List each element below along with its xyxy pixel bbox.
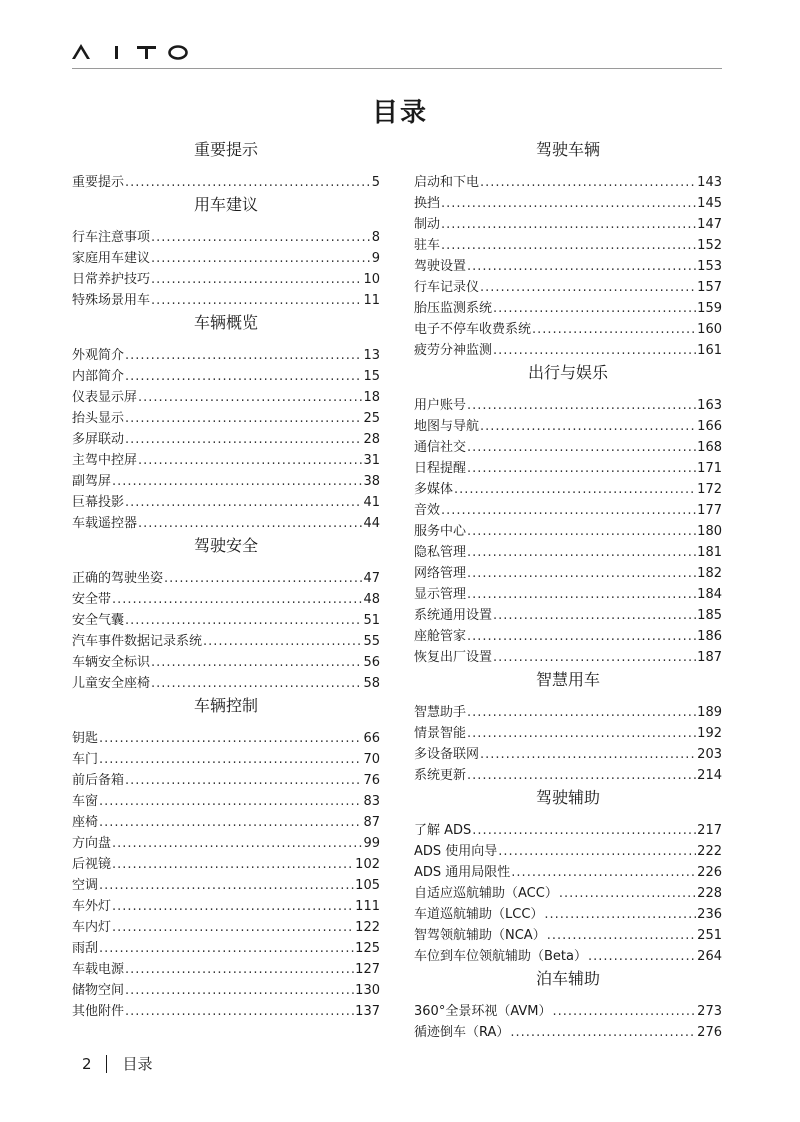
toc-entry[interactable] — [72, 610, 380, 631]
toc-entry-title: 家庭用车建议 — [72, 251, 151, 266]
dot-leader — [99, 791, 362, 812]
toc-entry-title: 隐私管理 — [414, 545, 467, 560]
toc-entry-page: 185 — [697, 608, 722, 623]
page-number: 2 — [82, 1054, 92, 1073]
toc-entry-title: 车内灯 — [72, 920, 112, 935]
toc-section-title: 驾驶辅助 — [535, 788, 600, 807]
toc-entry-title: 360°全景环视（AVM） — [414, 1004, 552, 1019]
toc-entry-page: 10 — [363, 272, 380, 287]
toc-section-title: 智慧用车 — [535, 670, 600, 689]
toc-entry-title: 多屏联动 — [72, 432, 125, 447]
toc-entry-title: 副驾屏 — [72, 474, 112, 489]
toc-entry-title: 车辆安全标识 — [72, 655, 151, 670]
toc-entry-page: 189 — [697, 705, 722, 720]
toc-section-title: 车辆概览 — [193, 313, 258, 332]
toc-entry-title: 正确的驾驶坐姿 — [72, 571, 164, 586]
dot-leader — [467, 437, 696, 458]
dot-leader — [151, 248, 371, 269]
dot-leader — [125, 429, 362, 450]
toc-section-title: 驾驶车辆 — [535, 140, 600, 159]
toc-entry-page: 28 — [363, 432, 380, 447]
toc-entry-title: 音效 — [414, 503, 441, 518]
toc-entry[interactable] — [72, 673, 380, 694]
toc-entry-title: 地图与导航 — [414, 419, 480, 434]
dot-leader — [112, 589, 362, 610]
toc-entry-title: 胎压监测系统 — [414, 301, 493, 316]
toc-entry-page: 8 — [371, 230, 380, 245]
dot-leader — [112, 854, 354, 875]
toc-entry[interactable] — [72, 833, 380, 854]
toc-entry-title: 车窗 — [72, 794, 99, 809]
dot-leader — [125, 610, 362, 631]
dot-leader — [99, 749, 362, 770]
dot-leader — [493, 605, 696, 626]
toc-entry-page: 157 — [697, 280, 722, 295]
dot-leader — [138, 387, 362, 408]
dot-leader — [552, 1001, 696, 1022]
toc-entry-title: 系统更新 — [414, 768, 467, 783]
toc-entry-page: 236 — [697, 907, 722, 922]
toc-entry[interactable] — [414, 946, 722, 967]
toc-section-title: 重要提示 — [193, 140, 258, 159]
toc-entry-page: 13 — [363, 348, 380, 363]
toc-entry[interactable] — [414, 298, 722, 319]
toc-entry-title: ADS 通用局限性 — [414, 865, 511, 880]
toc-entry[interactable] — [414, 542, 722, 563]
dot-leader — [467, 542, 696, 563]
toc-entry-title: 车道巡航辅助（LCC） — [414, 907, 544, 922]
dot-leader — [467, 563, 696, 584]
toc-entry[interactable] — [414, 925, 722, 946]
dot-leader — [441, 214, 696, 235]
toc-entry-page: 87 — [363, 815, 380, 830]
toc-entry[interactable] — [72, 749, 380, 770]
toc-entry-page: 41 — [363, 495, 380, 510]
toc-entry-title: 车载遥控器 — [72, 516, 138, 531]
toc-entry-page: 111 — [355, 899, 380, 914]
dot-leader — [544, 904, 696, 925]
dot-leader — [125, 1001, 354, 1022]
toc-entry-title: 主驾中控屏 — [72, 453, 138, 468]
toc-entry-title: 钥匙 — [72, 731, 99, 746]
toc-entry[interactable] — [414, 563, 722, 584]
dot-leader — [441, 500, 696, 521]
toc-entry[interactable] — [414, 277, 722, 298]
toc-entry-title: 日常养护技巧 — [72, 272, 151, 287]
toc-entry-page: 76 — [363, 773, 380, 788]
toc-entry-page: 161 — [697, 343, 722, 358]
toc-entry[interactable] — [414, 521, 722, 542]
toc-entry[interactable] — [72, 568, 380, 589]
toc-entry-page: 273 — [697, 1004, 722, 1019]
toc-entry-title: 汽车事件数据记录系统 — [72, 634, 203, 649]
toc-entry[interactable] — [72, 172, 380, 193]
toc-entry-title: 特殊场景用车 — [72, 293, 151, 308]
toc-entry[interactable] — [414, 437, 722, 458]
toc-entry-page: 182 — [697, 566, 722, 581]
toc-entry-page: 5 — [371, 175, 380, 190]
toc-entry-title: 情景智能 — [414, 726, 467, 741]
toc-entry-title: 座椅 — [72, 815, 99, 830]
toc-entry[interactable] — [72, 471, 380, 492]
toc-entry-page: 66 — [363, 731, 380, 746]
toc-entry[interactable] — [414, 416, 722, 437]
toc-entry-page: 56 — [363, 655, 380, 670]
toc-entry-page: 122 — [355, 920, 380, 935]
dot-leader — [480, 416, 696, 437]
toc-entry-title: 内部简介 — [72, 369, 125, 384]
dot-leader — [467, 723, 696, 744]
toc-entry-page: 70 — [363, 752, 380, 767]
toc-entry-page: 137 — [355, 1004, 380, 1019]
toc-entry[interactable] — [72, 631, 380, 652]
dot-leader — [467, 702, 696, 723]
dot-leader — [493, 647, 696, 668]
toc-entry-title: 安全带 — [72, 592, 112, 607]
dot-leader — [467, 256, 696, 277]
dot-leader — [151, 227, 371, 248]
dot-leader — [480, 172, 696, 193]
toc-entry[interactable] — [72, 269, 380, 290]
toc-entry-page: 130 — [355, 983, 380, 998]
toc-section-title: 用车建议 — [193, 195, 258, 214]
toc-entry-page: 47 — [363, 571, 380, 586]
toc-entry-title: 疲劳分神监测 — [414, 343, 493, 358]
toc-entry[interactable] — [414, 395, 722, 416]
toc-entry-page: 168 — [697, 440, 722, 455]
toc-entry[interactable] — [72, 917, 380, 938]
toc-section-title: 驾驶安全 — [193, 536, 258, 555]
toc-entry-page: 214 — [697, 768, 722, 783]
toc-entry[interactable] — [72, 227, 380, 248]
toc-entry-page: 276 — [697, 1025, 722, 1040]
dot-leader — [99, 938, 354, 959]
toc-entry-title: 雨刮 — [72, 941, 99, 956]
toc-entry[interactable] — [414, 841, 722, 862]
toc-left-column — [72, 138, 380, 1022]
dot-leader — [151, 673, 362, 694]
toc-entry[interactable] — [72, 248, 380, 269]
toc-entry[interactable] — [72, 980, 380, 1001]
toc-entry-page: 222 — [697, 844, 722, 859]
toc-entry-page: 99 — [363, 836, 380, 851]
toc-entry-page: 145 — [697, 196, 722, 211]
toc-entry-title: 显示管理 — [414, 587, 467, 602]
dot-leader — [510, 1022, 696, 1043]
toc-entry[interactable] — [72, 896, 380, 917]
toc-entry-title: 自适应巡航辅助（ACC） — [414, 886, 558, 901]
toc-entry-page: 171 — [697, 461, 722, 476]
toc-entry-title: 循迹倒车（RA） — [414, 1025, 510, 1040]
toc-entry-title: 多媒体 — [414, 482, 454, 497]
toc-entry-title: 多设备联网 — [414, 747, 480, 762]
dot-leader — [99, 812, 362, 833]
footer-label: 目录 — [122, 1055, 153, 1073]
toc-entry[interactable] — [414, 500, 722, 521]
toc-right-column — [414, 138, 722, 1043]
toc-entry[interactable] — [414, 820, 722, 841]
dot-leader — [112, 833, 362, 854]
toc-entry[interactable] — [72, 938, 380, 959]
toc-entry[interactable] — [414, 862, 722, 883]
dot-leader — [125, 366, 362, 387]
dot-leader — [467, 521, 696, 542]
toc-entry-page: 18 — [363, 390, 380, 405]
toc-entry[interactable] — [72, 959, 380, 980]
toc-entry[interactable] — [414, 723, 722, 744]
page-header — [72, 40, 722, 69]
page-footer — [82, 1053, 153, 1074]
toc-entry-title: 驾驶设置 — [414, 259, 467, 274]
toc-entry-title: 通信社交 — [414, 440, 467, 455]
toc-entry-page: 264 — [697, 949, 722, 964]
toc-entry[interactable] — [414, 458, 722, 479]
dot-leader — [125, 172, 371, 193]
toc-entry-title: ADS 使用向导 — [414, 844, 498, 859]
toc-entry[interactable] — [72, 812, 380, 833]
toc-entry[interactable] — [414, 235, 722, 256]
toc-entry-page: 44 — [363, 516, 380, 531]
toc-entry[interactable] — [72, 589, 380, 610]
toc-entry-page: 226 — [697, 865, 722, 880]
toc-entry-title: 后视镜 — [72, 857, 112, 872]
toc-entry[interactable] — [72, 429, 380, 450]
dot-leader — [125, 345, 362, 366]
toc-entry[interactable] — [72, 366, 380, 387]
toc-entry-page: 187 — [697, 650, 722, 665]
toc-entry-page: 38 — [363, 474, 380, 489]
toc-entry-title: 座舱管家 — [414, 629, 467, 644]
toc-entry[interactable] — [414, 883, 722, 904]
toc-entry[interactable] — [72, 408, 380, 429]
toc-entry-title: 抬头显示 — [72, 411, 125, 426]
toc-entry-title: 其他附件 — [72, 1004, 125, 1019]
toc-entry-page: 159 — [697, 301, 722, 316]
dot-leader — [441, 235, 696, 256]
dot-leader — [125, 959, 354, 980]
toc-entry-title: 空调 — [72, 878, 99, 893]
toc-entry-page: 166 — [697, 419, 722, 434]
toc-entry-page: 105 — [355, 878, 380, 893]
dot-leader — [454, 479, 696, 500]
toc-entry[interactable] — [414, 744, 722, 765]
toc-entry[interactable] — [414, 584, 722, 605]
toc-entry-title: 储物空间 — [72, 983, 125, 998]
toc-entry-page: 177 — [697, 503, 722, 518]
toc-entry[interactable] — [414, 256, 722, 277]
toc-entry-page: 48 — [363, 592, 380, 607]
toc-entry-title: 智驾领航辅助（NCA） — [414, 928, 546, 943]
toc-entry-title: 外观简介 — [72, 348, 125, 363]
dot-leader — [151, 269, 362, 290]
toc-entry-title: 服务中心 — [414, 524, 467, 539]
toc-entry-title: 恢复出厂设置 — [414, 650, 493, 665]
dot-leader — [472, 820, 696, 841]
toc-entry[interactable] — [72, 854, 380, 875]
toc-entry[interactable] — [72, 492, 380, 513]
dot-leader — [151, 290, 362, 311]
toc-entry-title: 安全气囊 — [72, 613, 125, 628]
toc-entry[interactable] — [414, 193, 722, 214]
dot-leader — [125, 770, 362, 791]
toc-entry-title: 车位到车位领航辅助（Beta） — [414, 949, 587, 964]
dot-leader — [467, 765, 696, 786]
toc-entry[interactable] — [72, 1001, 380, 1022]
toc-entry-title: 方向盘 — [72, 836, 112, 851]
toc-entry[interactable] — [72, 652, 380, 673]
dot-leader — [112, 896, 354, 917]
dot-leader — [99, 728, 362, 749]
toc-entry-page: 147 — [697, 217, 722, 232]
toc-entry-page: 31 — [363, 453, 380, 468]
dot-leader — [467, 584, 696, 605]
toc-entry-title: 系统通用设置 — [414, 608, 493, 623]
toc-entry-page: 11 — [363, 293, 380, 308]
toc-entry[interactable] — [414, 702, 722, 723]
toc-entry[interactable] — [414, 626, 722, 647]
dot-leader — [203, 631, 362, 652]
toc-entry[interactable] — [72, 345, 380, 366]
toc-section-title: 出行与娱乐 — [527, 363, 608, 382]
toc-entry-title: 用户账号 — [414, 398, 467, 413]
dot-leader — [498, 841, 696, 862]
toc-entry-title: 车门 — [72, 752, 99, 767]
toc-entry[interactable] — [414, 172, 722, 193]
toc-entry-title: 儿童安全座椅 — [72, 676, 151, 691]
toc-entry-page: 163 — [697, 398, 722, 413]
toc-entry-page: 181 — [697, 545, 722, 560]
toc-entry-page: 51 — [363, 613, 380, 628]
toc-entry-page: 125 — [355, 941, 380, 956]
toc-entry-title: 启动和下电 — [414, 175, 480, 190]
dot-leader — [480, 744, 696, 765]
toc-entry[interactable] — [72, 770, 380, 791]
toc-entry[interactable] — [72, 875, 380, 896]
toc-entry[interactable] — [72, 728, 380, 749]
toc-entry-page: 25 — [363, 411, 380, 426]
page-title: 目录 — [371, 98, 428, 128]
dot-leader — [138, 450, 362, 471]
dot-leader — [467, 395, 696, 416]
dot-leader — [164, 568, 362, 589]
dot-leader — [441, 193, 696, 214]
toc-entry-page: 217 — [697, 823, 722, 838]
toc-section-title: 车辆控制 — [193, 696, 258, 715]
dot-leader — [125, 492, 362, 513]
toc-entry-title: 行车注意事项 — [72, 230, 151, 245]
toc-entry-page: 153 — [697, 259, 722, 274]
toc-entry-page: 152 — [697, 238, 722, 253]
toc-entry-title: 智慧助手 — [414, 705, 467, 720]
dot-leader — [138, 513, 362, 534]
toc-entry-title: 了解 ADS — [414, 823, 472, 838]
dot-leader — [559, 883, 696, 904]
toc-entry-page: 9 — [371, 251, 380, 266]
toc-entry-page: 143 — [697, 175, 722, 190]
dot-leader — [532, 319, 696, 340]
dot-leader — [112, 471, 362, 492]
toc-entry-page: 127 — [355, 962, 380, 977]
toc-entry[interactable] — [414, 340, 722, 361]
footer-divider — [106, 1055, 107, 1073]
dot-leader — [547, 925, 696, 946]
dot-leader — [511, 862, 696, 883]
toc-entry[interactable] — [414, 765, 722, 786]
toc-entry-page: 192 — [697, 726, 722, 741]
toc-entry-page: 172 — [697, 482, 722, 497]
dot-leader — [125, 980, 354, 1001]
toc-entry-page: 83 — [363, 794, 380, 809]
toc-section-title: 泊车辅助 — [535, 969, 600, 988]
toc-entry-page: 203 — [697, 747, 722, 762]
toc-entry-title: 仪表显示屏 — [72, 390, 138, 405]
toc-entry-page: 58 — [363, 676, 380, 691]
dot-leader — [467, 626, 696, 647]
dot-leader — [493, 340, 696, 361]
toc-entry-title: 车外灯 — [72, 899, 112, 914]
dot-leader — [151, 652, 362, 673]
toc-entry-title: 巨幕投影 — [72, 495, 125, 510]
toc-entry[interactable] — [72, 450, 380, 471]
dot-leader — [467, 458, 696, 479]
toc-entry[interactable] — [414, 479, 722, 500]
toc-entry-title: 前后备箱 — [72, 773, 125, 788]
toc-entry-title: 日程提醒 — [414, 461, 467, 476]
toc-entry[interactable] — [414, 319, 722, 340]
toc-entry[interactable] — [414, 904, 722, 925]
toc-entry-page: 160 — [697, 322, 722, 337]
dot-leader — [125, 408, 362, 429]
toc-entry-page: 55 — [363, 634, 380, 649]
toc-entry-page: 251 — [697, 928, 722, 943]
toc-entry-title: 换挡 — [414, 196, 441, 211]
toc-entry-title: 车载电源 — [72, 962, 125, 977]
dot-leader — [588, 946, 696, 967]
toc-entry-page: 186 — [697, 629, 722, 644]
toc-entry[interactable] — [414, 605, 722, 626]
toc-entry-title: 电子不停车收费系统 — [414, 322, 532, 337]
toc-entry-title: 制动 — [414, 217, 441, 232]
toc-entry[interactable] — [72, 513, 380, 534]
toc-entry-page: 180 — [697, 524, 722, 539]
toc-entry-page: 102 — [355, 857, 380, 872]
aito-logo — [72, 42, 190, 62]
toc-entry[interactable] — [414, 214, 722, 235]
toc-entry-title: 重要提示 — [72, 175, 125, 190]
toc-entry-page: 184 — [697, 587, 722, 602]
dot-leader — [99, 875, 354, 896]
toc-entry[interactable] — [414, 647, 722, 668]
toc-entry-title: 网络管理 — [414, 566, 467, 581]
toc-entry-title: 行车记录仪 — [414, 280, 480, 295]
toc-entry[interactable] — [414, 1022, 722, 1043]
toc-entry-title: 驻车 — [414, 238, 441, 253]
toc-entry[interactable] — [72, 290, 380, 311]
toc-entry[interactable] — [72, 387, 380, 408]
dot-leader — [480, 277, 696, 298]
dot-leader — [112, 917, 354, 938]
toc-entry-page: 15 — [363, 369, 380, 384]
toc-entry[interactable] — [414, 1001, 722, 1022]
toc-entry-page: 228 — [697, 886, 722, 901]
toc-entry[interactable] — [72, 791, 380, 812]
dot-leader — [493, 298, 696, 319]
